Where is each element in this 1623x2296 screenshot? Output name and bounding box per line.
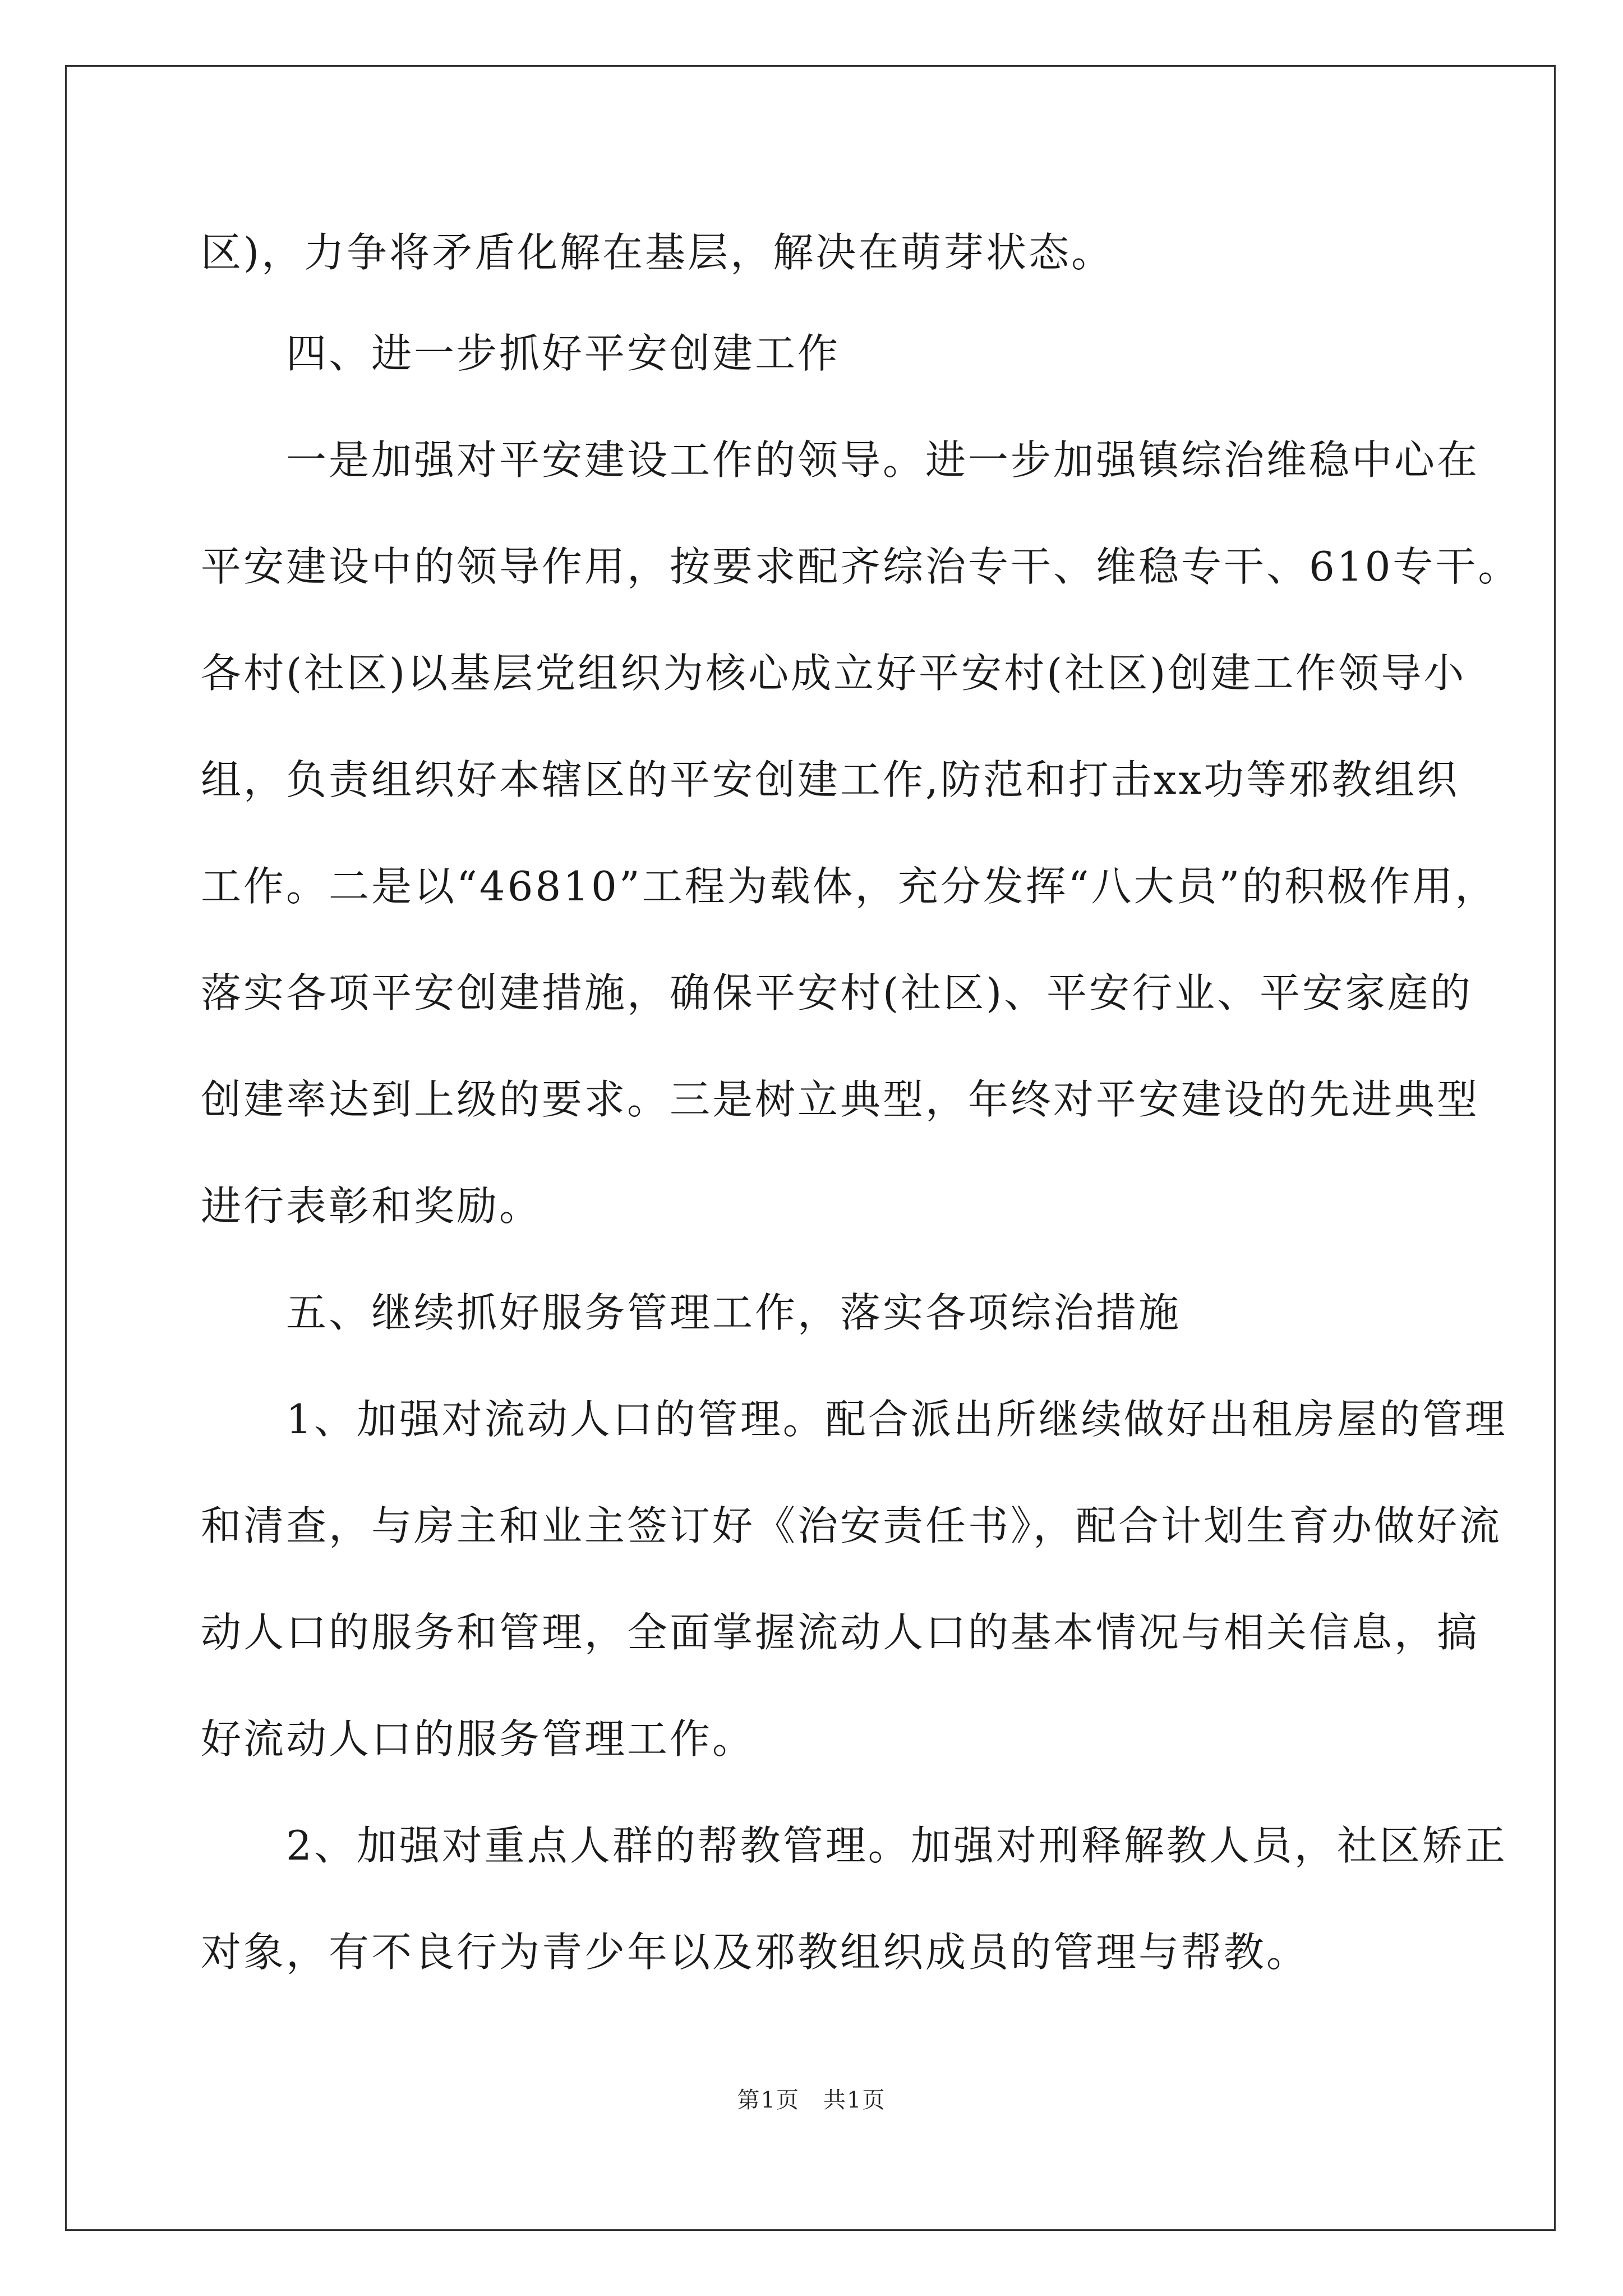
text-line: 1、加强对流动人口的管理。配合派出所继续做好出租房屋的管理 [201, 1396, 1507, 1443]
text-line: 好流动人口的服务管理工作。 [201, 1715, 755, 1763]
text-line: 和清查，与房主和业主签订好《治安责任书》，配合计划生育办做好流 [201, 1502, 1502, 1549]
page-footer: 第1页 共1页 [737, 2087, 886, 2113]
text-line: 进行表彰和奖励。 [201, 1182, 542, 1230]
text-line: 一是加强对平安建设工作的领导。进一步加强镇综治维稳中心在 [201, 436, 1480, 484]
text-line: 动人口的服务和管理，全面掌握流动人口的基本情况与相关信息，搞 [201, 1609, 1480, 1656]
text-line: 各村(社区)以基层党组织为核心成立好平安村(社区)创建工作领导小 [201, 650, 1467, 697]
text-line: 创建率达到上级的要求。三是树立典型，年终对平安建设的先进典型 [201, 1076, 1480, 1123]
page-border [65, 65, 1556, 2231]
text-line: 落实各项平安创建措施，确保平安村(社区)、平安行业、平安家庭的 [201, 969, 1473, 1016]
section-heading: 五、继续抓好服务管理工作，落实各项综治措施 [201, 1289, 1182, 1336]
text-line: 区)，力争将矛盾化解在基层，解决在萌芽状态。 [201, 229, 1114, 276]
section-heading: 四、进一步抓好平安创建工作 [201, 330, 841, 377]
text-line: 对象，有不良行为青少年以及邪教组织成员的管理与帮教。 [201, 1929, 1310, 1976]
text-line: 2、加强对重点人群的帮教管理。加强对刑释解教人员，社区矫正 [201, 1822, 1507, 1869]
text-line: 工作。二是以“46810”工程为载体，充分发挥“八大员”的积极作用， [201, 863, 1498, 910]
text-line: 组，负责组织好本辖区的平安创建工作,防范和打击xx功等邪教组织 [201, 756, 1460, 803]
text-line: 平安建设中的领导作用，按要求配齐综治专干、维稳专干、610专干。 [201, 543, 1521, 590]
